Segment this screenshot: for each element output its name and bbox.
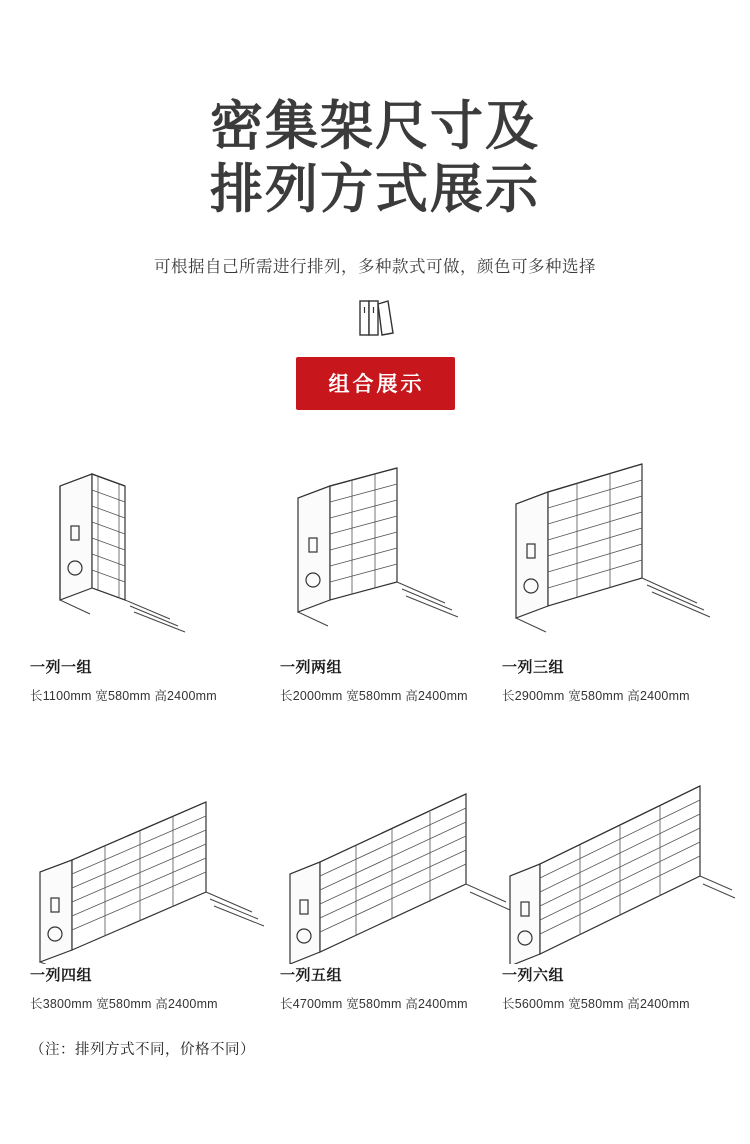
- product-dimensions: 长1100mm 宽580mm 高2400mm: [30, 689, 217, 704]
- product-item-2: [280, 456, 502, 704]
- product-row-1: [30, 456, 720, 704]
- product-item-4: [30, 764, 280, 1012]
- product-item-6: [502, 764, 720, 1012]
- shelving-illustration-1: [30, 456, 280, 646]
- product-name: 一列五组: [280, 967, 343, 985]
- product-name: 一列两组: [280, 659, 343, 677]
- shelving-illustration-6: [502, 764, 720, 954]
- product-dimensions: 长2000mm 宽580mm 高2400mm: [280, 689, 468, 704]
- page-title-line-1: 密集架尺寸及: [210, 97, 540, 156]
- product-dimensions: 长2900mm 宽580mm 高2400mm: [502, 689, 690, 704]
- product-dimensions: 长4700mm 宽580mm 高2400mm: [280, 997, 468, 1012]
- product-grid: [0, 456, 750, 1012]
- badge-wrap: [0, 357, 750, 410]
- page-title-line-2: 排列方式展示: [210, 159, 540, 219]
- shelving-illustration-4: [30, 764, 280, 954]
- page-subtitle: 可根据自己所需进行排列，多种款式可做，颜色可多种选择: [154, 258, 596, 277]
- shelving-illustration-2: [280, 456, 502, 646]
- product-row-2: [30, 764, 720, 1012]
- shelving-illustration-5: [280, 764, 502, 954]
- product-name: 一列三组: [502, 659, 565, 677]
- footer-note: （注：排列方式不同，价格不同）: [30, 1042, 255, 1059]
- status-badge: 组合展示: [296, 357, 455, 410]
- product-name: 一列一组: [30, 659, 93, 677]
- shelving-illustration-3: [502, 456, 720, 646]
- product-name: 一列六组: [502, 967, 565, 985]
- books-icon: [352, 299, 398, 337]
- product-item-5: [280, 764, 502, 1012]
- header: [0, 0, 750, 410]
- product-item-3: [502, 456, 720, 704]
- product-item-1: [30, 456, 280, 704]
- product-name: 一列四组: [30, 967, 93, 985]
- product-dimensions: 长5600mm 宽580mm 高2400mm: [502, 997, 690, 1012]
- product-dimensions: 长3800mm 宽580mm 高2400mm: [30, 997, 218, 1012]
